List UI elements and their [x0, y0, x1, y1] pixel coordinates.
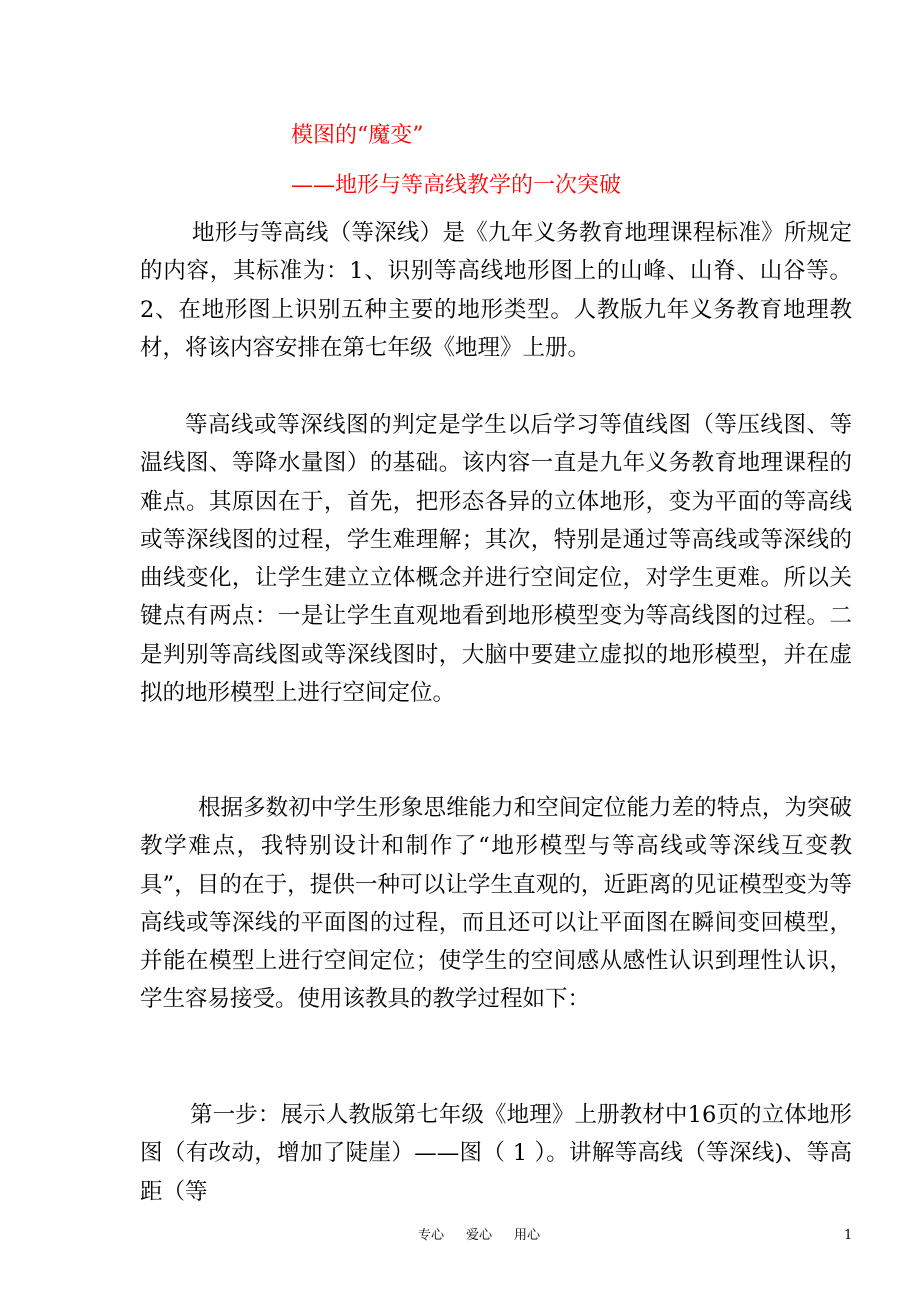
- paragraph-step-one: 第一步：展示人教版第七年级《地理》上册教材中16页的立体地形图（有改动，增加了陡崖）——图（ 1 ）。讲解等高线（等深线)、等高距（等: [140, 1102, 852, 1205]
- paragraph-curriculum-standard: 地形与等高线（等深线）是《九年义务教育地理课程标准》所规定的内容，其标准为：1、识别等高线地形图上的山峰、山脊、山谷等。2、在地形图上识别五种主要的地形类型。人教版九年义务教育地理教材，将该内容安排在第七年级《地理》上册。: [140, 220, 852, 361]
- document-subtitle: ——地形与等高线教学的一次突破: [291, 173, 622, 198]
- footer-motto-word: 用心: [514, 1228, 541, 1243]
- footer-motto: [418, 1226, 562, 1246]
- footer-motto-word: 爱心: [466, 1228, 493, 1243]
- page-number: 1: [844, 1228, 853, 1243]
- footer-motto-word: 专心: [418, 1228, 445, 1243]
- paragraph-teaching-difficulty: 等高线或等深线图的判定是学生以后学习等值线图（等压线图、等温线图、等降水量图）的基础。该内容一直是九年义务教育地理课程的难点。其原因在于，首先，把形态各异的立体地形，变为平面的等高线或等深线图的过程，学生难理解；其次，特别是通过等高线或等深线的曲线变化，让学生建立立体概念并进行空间定位，对学生更难。所以关键点有两点：一是让学生直观地看到地形模型变为等高线图的过程。二是判别等高线图或等深线图时，大脑中要建立虚拟的地形模型，并在虚拟的地形模型上进行空间定位。: [140, 412, 852, 707]
- paragraph-teaching-aid: 根据多数初中学生形象思维能力和空间定位能力差的特点，为突破教学难点，我特别设计和制作了“地形模型与等高线或等深线互变教具”，目的在于，提供一种可以让学生直观的，近距离的见证模型变为等高线或等深线的平面图的过程，而且还可以让平面图在瞬间变回模型，并能在模型上进行空间定位；使学生的空间感从感性认识到理性认识，学生容易接受。使用该教具的教学过程如下：: [140, 795, 852, 1013]
- document-title: 模图的“魔变”: [291, 123, 424, 148]
